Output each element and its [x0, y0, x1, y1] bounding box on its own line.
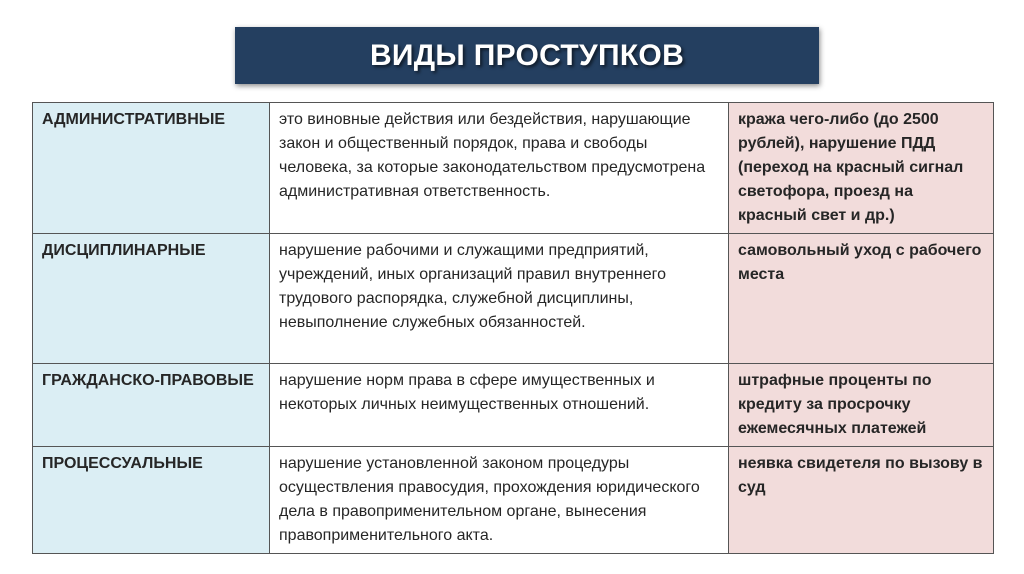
- offense-type-cell: ГРАЖДАНСКО-ПРАВОВЫЕ: [33, 364, 270, 447]
- offense-type-cell: ПРОЦЕССУАЛЬНЫЕ: [33, 447, 270, 554]
- offense-definition-cell: нарушение рабочими и служащими предприятий, учреждений, иных организаций правил внутреннего трудового распорядка, служебной дисциплины, невыполнение служебных обязанностей.: [270, 234, 729, 364]
- table-row: [33, 234, 994, 364]
- offenses-table: [32, 102, 994, 554]
- offense-definition-cell: это виновные действия или бездействия, нарушающие закон и общественный порядок, права и свободы человека, за которые законодательством предусмотрена административная ответственность.: [270, 103, 729, 234]
- title-banner: [235, 27, 819, 84]
- offense-example-cell: самовольный уход с рабочего места: [729, 234, 994, 364]
- offense-type-cell: АДМИНИСТРАТИВНЫЕ: [33, 103, 270, 234]
- offense-example-cell: штрафные проценты по кредиту за просрочку ежемесячных платежей: [729, 364, 994, 447]
- offense-definition-cell: нарушение норм права в сфере имущественных и некоторых личных неимущественных отношений.: [270, 364, 729, 447]
- page-title: ВИДЫ ПРОСТУПКОВ: [369, 38, 685, 72]
- table-row: [33, 103, 994, 234]
- offense-type-cell: ДИСЦИПЛИНАРНЫЕ: [33, 234, 270, 364]
- offense-example-cell: неявка свидетеля по вызову в суд: [729, 447, 994, 554]
- offense-example-cell: кража чего-либо (до 2500 рублей), нарушение ПДД (переход на красный сигнал светофора, проезд на красный свет и др.): [729, 103, 994, 234]
- offense-definition-cell: нарушение установленной законом процедуры осуществления правосудия, прохождения юридического дела в правоприменительном органе, вынесения правоприменительного акта.: [270, 447, 729, 554]
- table-row: [33, 447, 994, 554]
- table-row: [33, 364, 994, 447]
